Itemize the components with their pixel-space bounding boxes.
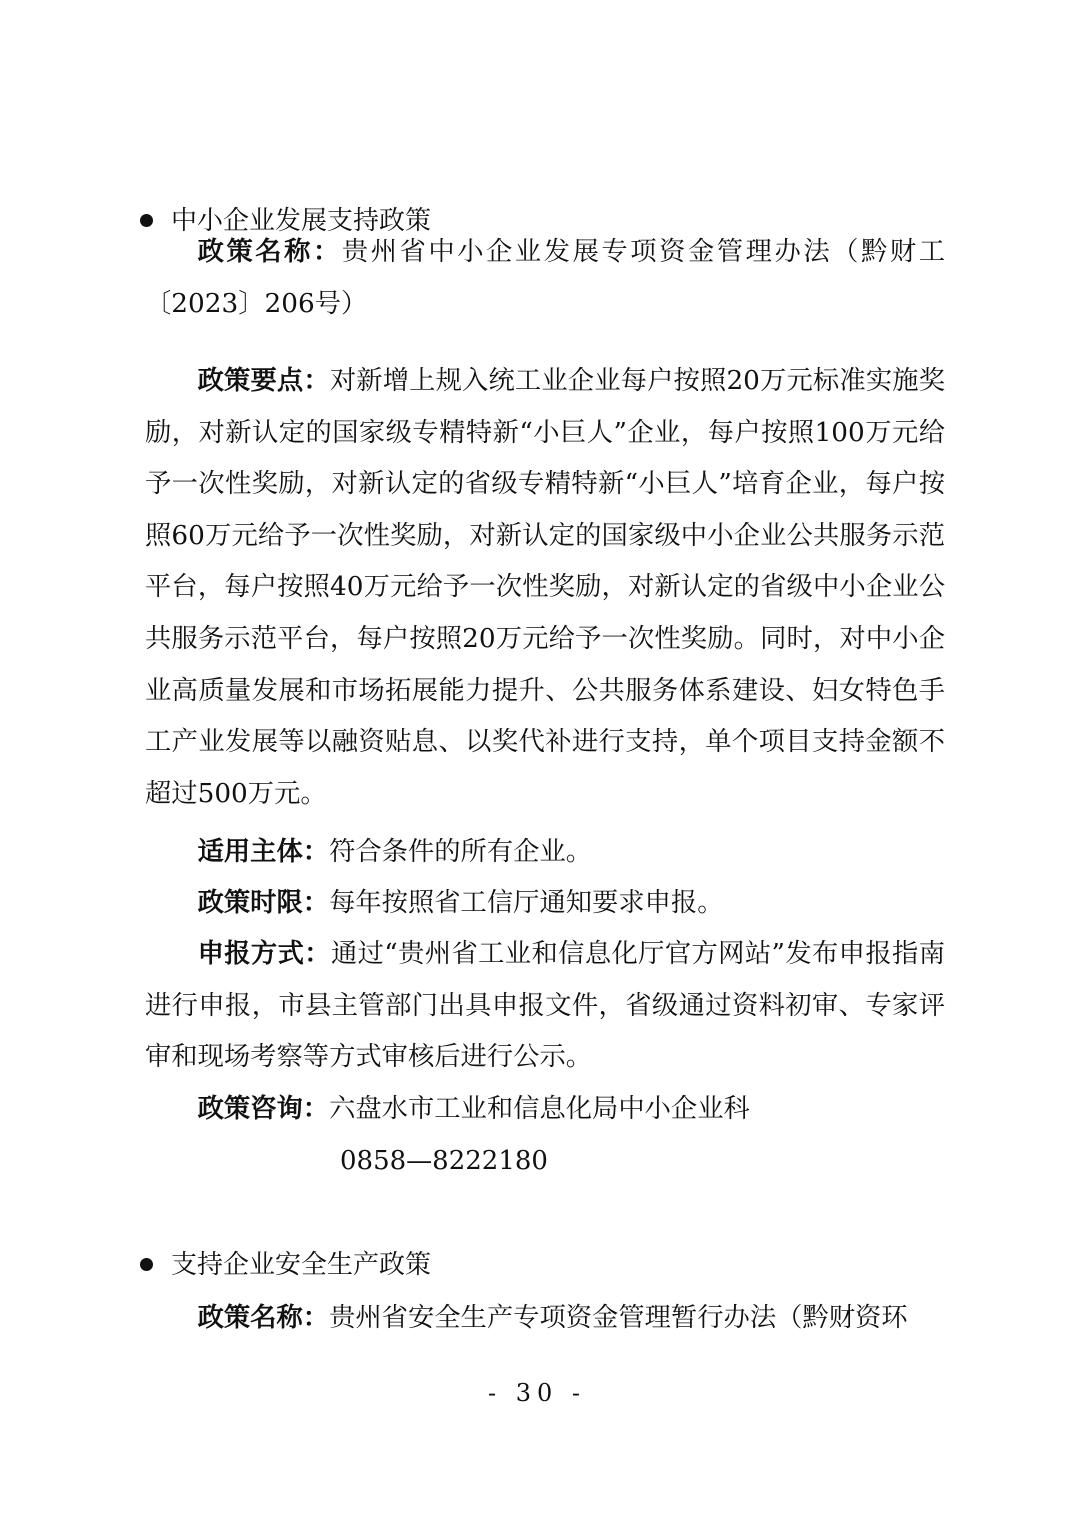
policy-points-value: 对新增上规入统工业企业每户按照20万元标准实施奖励，对新认定的国家级专精特新“小巨人”企业，每户按照100万元给予一次性奖励，对新认定的省级专精特新“小巨人”培育企业，每户按照60万元给予一次性奖励，对新认定的国家级中小企业公共服务示范平台，每户按照40万元给予一次性奖励，对新认定的省级中小企业公共服务示范平台，每户按照20万元给予一次性奖励。同时，对中小企业高质量发展和市场拓展能力提升、公共服务体系建设、妇女特色手工产业发展等以融资贴息、以奖代补进行支持，单个项目支持金额不超过500万元。 bbox=[145, 366, 946, 809]
section-heading-text: 中小企业发展支持政策 bbox=[171, 206, 432, 236]
section-heading bbox=[140, 1245, 431, 1285]
policy-points-paragraph bbox=[145, 356, 945, 820]
policy-name-paragraph bbox=[145, 227, 945, 330]
policy-time-value: 每年按照省工信厅通知要求申报。 bbox=[329, 888, 724, 918]
policy-name-label: 政策名称： bbox=[197, 237, 342, 267]
policy-name-label: 政策名称： bbox=[197, 1303, 330, 1333]
policy-method-label: 申报方式： bbox=[197, 939, 331, 969]
page-number: - 30 - bbox=[487, 1379, 586, 1407]
policy-name-value: 贵州省安全生产专项资金管理暂行办法（黔财资环 bbox=[329, 1303, 908, 1333]
section-heading-text: 支持企业安全生产政策 bbox=[171, 1250, 432, 1280]
policy-method-paragraph bbox=[145, 929, 945, 1084]
policy-consult-label: 政策咨询： bbox=[197, 1094, 330, 1124]
policy-consult-value: 六盘水市工业和信息化局中小企业科 bbox=[329, 1094, 750, 1124]
bullet-icon bbox=[140, 1258, 153, 1271]
policy-subject-value: 符合条件的所有企业。 bbox=[329, 837, 593, 867]
policy-time-label: 政策时限： bbox=[197, 888, 330, 918]
policy-time-paragraph bbox=[145, 878, 945, 930]
policy-name-paragraph bbox=[145, 1293, 945, 1345]
policy-points-label: 政策要点： bbox=[197, 366, 330, 396]
policy-consult-phone: 0858—8222180 bbox=[340, 1146, 548, 1176]
policy-subject-paragraph bbox=[145, 827, 945, 879]
policy-subject-label: 适用主体： bbox=[197, 837, 330, 867]
policy-consult-paragraph bbox=[145, 1084, 945, 1136]
bullet-icon bbox=[140, 214, 153, 227]
policy-name-value: 贵州省中小企业发展专项资金管理办法（黔财工〔2023〕206号） bbox=[145, 237, 946, 319]
policy-method-value: 通过“贵州省工业和信息化厅官方网站”发布申报指南进行申报，市县主管部门出具申报文件，省级通过资料初审、专家评审和现场考察等方式审核后进行公示。 bbox=[145, 939, 945, 1073]
